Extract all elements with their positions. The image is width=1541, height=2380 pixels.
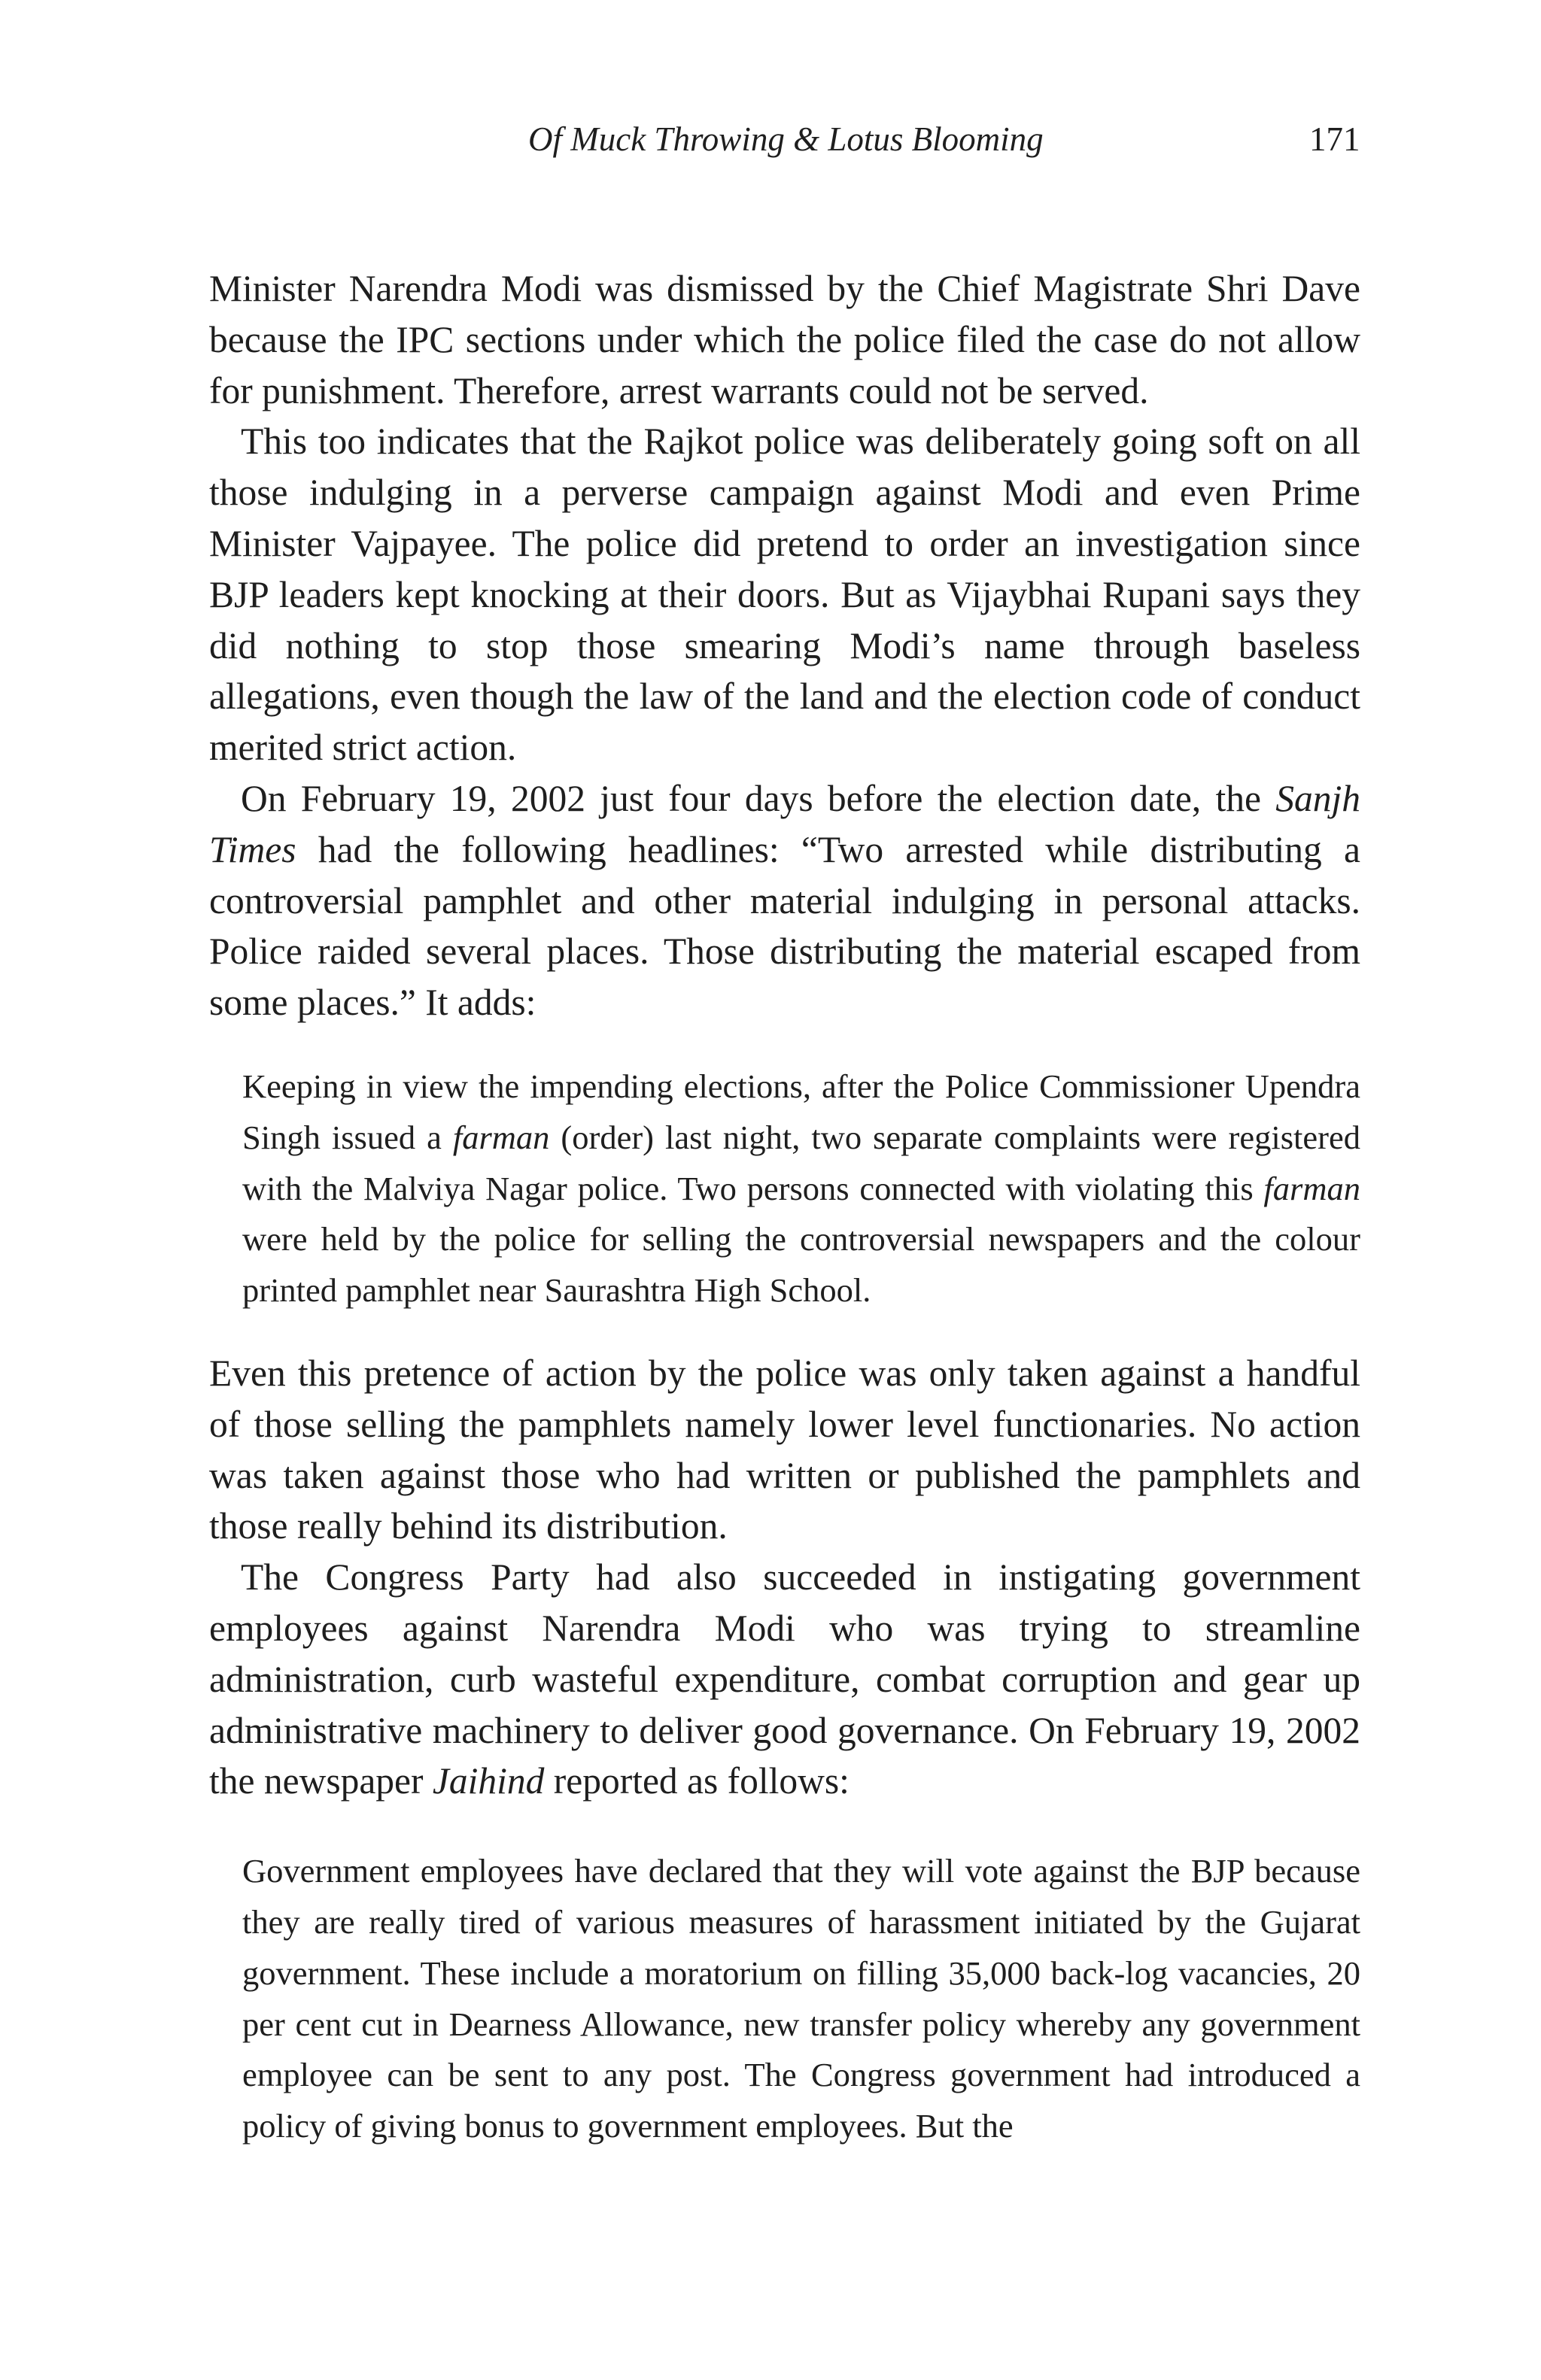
- newspaper-title-sanjh-times: Sanjh Times: [209, 777, 1360, 870]
- paragraph-2: This too indicates that the Rajkot police was deliberately going soft on all those indulging in a perverse campaign against Modi and even Prime Minister Vajpayee. The police did pretend to order an investigation since BJP leaders kept knocking at their doors. But as Vijaybhai Rupani says they did nothing to stop those smearing Modi’s name through baseless allegations, even though the law of the land and the election code of conduct merited strict action.: [209, 420, 1360, 769]
- paragraph-5-text-a: The Congress Party had also succeeded in instigating government employees against Narendra Modi who was trying to streamline administration, curb wasteful expenditure, combat corruption and gear up administrative machinery to deliver good governance. On February 19, 2002 the newspaper: [209, 1556, 1360, 1802]
- paragraph-4: Even this pretence of action by the police was only taken against a handful of those selling the pamphlets namely lower level functionaries. No action was taken against those who had written or published the pamphlets and those really behind its distribution.: [209, 1352, 1360, 1547]
- running-head: [0, 113, 1541, 165]
- paragraph-3-text-b: had the following headlines: “Two arrested while distributing a controversial pamphlet and other material indulging in personal attacks. Police raided several places. Those distributing the material escaped from some places.” It adds:: [209, 828, 1360, 1024]
- block-quote-2: Government employees have declared that they will vote against the BJP because they are really tired of various measures of harassment initiated by the Gujarat government. These include a moratorium on filling 35,000 back-log vacancies, 20 per cent cut in Dearness Allowance, new transfer policy whereby any government employee can be sent to any post. The Congress government had introduced a policy of giving bonus to government employees. But the: [242, 1852, 1360, 2145]
- body-text: [209, 263, 1360, 2152]
- block-quote-1-text-c: were held by the police for selling the controversial newspapers and the colour printed pamphlet near Saurashtra High School.: [242, 1220, 1360, 1310]
- term-farman-2: farman: [1263, 1169, 1360, 1207]
- paragraph-5-text-b: reported as follows:: [544, 1760, 850, 1802]
- paragraph-1: Minister Narendra Modi was dismissed by the Chief Magistrate Shri Dave because the IPC sections under which the police filed the case do not allow for punishment. Therefore, arrest warrants could not be served.: [209, 268, 1360, 411]
- spacer: [209, 1316, 1360, 1348]
- running-title: Of Muck Throwing & Lotus Blooming: [528, 120, 1044, 158]
- newspaper-title-jaihind: Jaihind: [432, 1760, 545, 1802]
- page-number: 171: [1309, 120, 1360, 158]
- term-farman: farman: [452, 1118, 550, 1156]
- block-quote-1: [209, 1061, 1360, 1316]
- block-quote-1-text-b: (order) last night, two separate complaints were registered with the Malviya Nagar police. Two persons connected with violating this: [242, 1118, 1360, 1207]
- spacer: [209, 1807, 1360, 1846]
- spacer: [209, 1028, 1360, 1061]
- paragraph-5: [209, 1552, 1360, 1807]
- block-quote-1-text-a: Keeping in view the impending elections, after the Police Commissioner Upendra Singh issued a: [242, 1067, 1360, 1156]
- paragraph-3: [209, 773, 1360, 1028]
- paragraph-3-text-a: On February 19, 2002 just four days before the election date, the: [241, 777, 1276, 819]
